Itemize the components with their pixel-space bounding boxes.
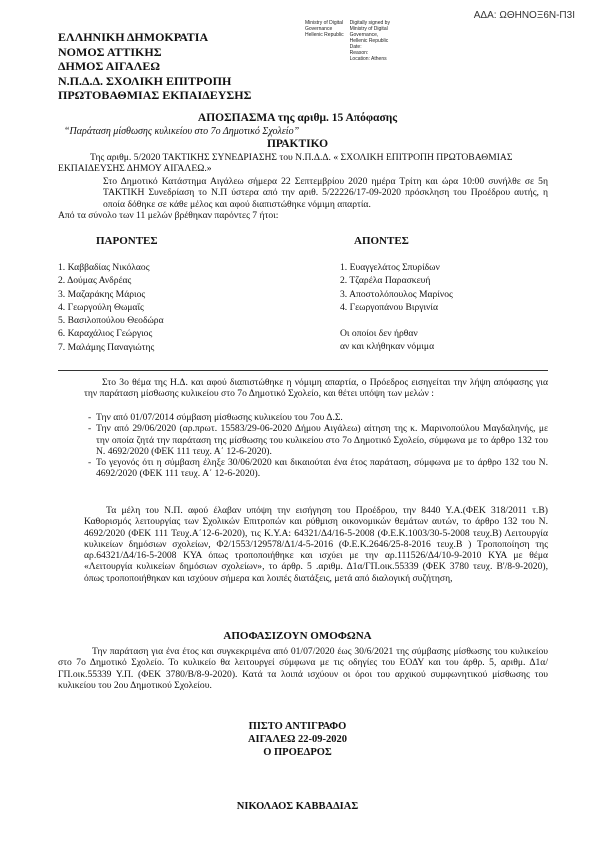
document-subtitle: “Παράταση μίσθωσης κυλικείου στο 7ο Δημοτικό Σχολείο” — [64, 126, 300, 137]
proposal-paragraph: Στο 3ο θέμα της Η.Δ. και αφού διαπιστώθηκε η νόμιμη απαρτία, ο Πρόεδρος εισηγείται την λήψη απόφασης για την παράταση μίσθωσης κυλικείου στο 7ο Δημοτικό Σχολείο, και θέτει υπόψη των μελών : — [84, 377, 548, 400]
session-intro: Της αριθμ. 5/2020 ΤΑΚΤΙΚΗΣ ΣΥΝΕΔΡΙΑΣΗΣ του Ν.Π.Δ.Δ. « ΣΧΟΛΙΚΗ ΕΠΙΤΡΟΠΗ ΠΡΩΤΟΒΑΘΜΙΑΣ ΕΚΠΑΙΔΕΥΣΗΣ ΔΗΜΟΥ ΑΙΓΑΛΕΩ.» — [58, 152, 513, 175]
list-item: 4. Γεωργοπάνου Βιργινία — [340, 301, 438, 313]
absent-heading: ΑΠΟΝΤΕΣ — [354, 235, 409, 247]
list-item: 1. Ευαγγελάτος Σπυρίδων — [340, 262, 440, 273]
meeting-details: Στο Δημοτικό Κατάστημα Αιγάλεω σήμερα 22 Σεπτεμβρίου 2020 ημέρα Τρίτη και ώρα 10:00 συνήλθε σε 5η ΤΑΚΤΙΚΗ Συνεδρίαση το Ν.Π ύστερα από την αριθ. 5/22226/17-09-2020 πρόσκληση του Προέδρου αυτής, η οποία δόθηκε σε κάθε μέλος και αφού διαπιστώθηκε νόμιμη απαρτία. — [103, 176, 548, 210]
authority-line: Ν.Π.Δ.Δ. ΣΧΟΛΙΚΗ ΕΠΙΤΡΟΠΗ — [58, 73, 232, 88]
authority-line: ΠΡΩΤΟΒΑΘΜΙΑΣ ΕΚΠΑΙΔΕΥΣΗΣ — [58, 88, 252, 102]
legal-basis-paragraph: Τα μέλη του Ν.Π. αφού έλαβαν υπόψη την εισήγηση του Προέδρου, την 8440 Υ.Α.(ΦΕΚ 318/2011 τ.Β) Καθορισμός λειτουργίας των Σχολικών Επιτροπών και ρύθμιση οικονομικών θεμάτων αυτών, το άρθρο 132 του Ν. 4692/2020 (ΦΕΚ 111 Τευχ.Α΄12-6-2020), τις Κ.Υ.Α: 64321/Δ4/16-5-2008 (Φ.Ε.Κ.1003/30-5-2008 τευχ.Β) Λειτουργία κυλικείων δημόσιων σχολείων, Φ2/1553/129578/Δ1/4-5-2016 (Φ.Ε.Κ.2646/25-8-2016 τευχ.Β ) Τροποποίηση της αρ.64321/Δ4/16-5-2008 ΚΥΑ όπως τροποποιήθηκε και ισχύει με την αρ.111526/Δ4/10-9-2010 ΚΥΑ με θέμα «Λειτουργία κυλικείων δημόσιων σχολείων», το άρθρ. 5 .αριθμ. Δ1α/ΓΠ.οικ.55339 (ΦΕΚ 3780 τευχ. Β'/8-9-2020), όπως τροποποιήθηκαν και ισχύουν σήμερα και λοιπές διατάξεις, μετά από διαλογική συζήτηση, — [84, 505, 548, 584]
signature-stamp-issuer: Ministry of Digital Governance Hellenic Republic — [305, 20, 344, 38]
list-item: 1. Καββαδίας Νικόλαος — [58, 262, 150, 273]
list-item: 6. Καραχάλιος Γεώργιος — [58, 328, 153, 340]
authority-line: ΔΗΜΟΣ ΑΙΓΑΛΕΩ — [58, 59, 160, 73]
authority-line: ΕΛΛΗΝΙΚΗ ΔΗΜΟΚΡΑΤΙΑ — [58, 30, 209, 44]
list-item: 3. Μαζαράκης Μάριος — [58, 288, 146, 300]
ada-number: ΑΔΑ: ΩΘΗΝΟΞ6Ν-Π3Ι — [473, 10, 575, 21]
list-item: 2. Τζαρέλα Παρασκευή — [340, 275, 431, 287]
signatory-name: ΝΙΚΟΛΑΟΣ ΚΑΒΒΑΔΙΑΣ — [236, 801, 359, 812]
list-item: 7. Μαλάμης Παναγιώτης — [58, 341, 155, 353]
meeting-paragraph — [58, 176, 548, 221]
document-title: ΑΠΟΣΠΑΣΜΑ της αριθμ. 15 Απόφασης — [197, 112, 398, 124]
digital-signature-stamp — [305, 20, 405, 62]
certified-copy-label: ΠΙΣΤΟ ΑΝΤΙΓΡΑΦΟ — [248, 721, 347, 732]
decision-paragraph: Την παράταση για ένα έτος και συγκεκριμένα από 01/07/2020 έως 30/6/2021 της σύμβασης μίσθωσης του κυλικείου στο 7ο Δημοτικό Σχολείο. Το κυλικείο θα λειτουργεί σύμφωνα με τις οδηγίες του ΕΟΔΥ και του άρθρ. 5, αριθμ. Δ1α/ΓΠ.οικ.55339 Υ.Π. (ΦΕΚ 3780/Β/8-9-2020). Κατά τα λοιπά ισχύουν οι όροι του αρχικού συμφωνητικού μίσθωσης του κυλικείου του 2ου Δημοτικού Σχολείου. — [58, 646, 548, 691]
present-members-list — [58, 261, 164, 354]
quorum-statement: Από τα σύνολο των 11 μελών βρέθηκαν παρόντες 7 ήτοι: — [58, 209, 279, 221]
list-item: 2. Δούμας Ανδρέας — [58, 275, 132, 287]
minutes-heading: ΠΡΑΚΤΙΚΟ — [266, 138, 329, 150]
signature-stamp-details: Digitally signed by Ministry of Digital Governance, Hellenic Republic Date: Reason: Location: Athens — [349, 20, 390, 62]
list-item: - Την από 29/06/2020 (αρ.πρωτ. 15583/29-06-2020 Δήμου Αιγάλεω) αίτηση της κ. Μαρινοπούλου Μαγδαληνής, με την οποία ζητά την παράταση της μίσθωσης του κυλικείου στο 7ο Δημοτικό Σχολείο, σύμφωνα με το άρθρο 132 του Ν. 4692/2020 (ΦΕΚ 111 τευχ. Α΄ 12-6-2020). — [88, 423, 548, 457]
list-item: - Την από 01/07/2014 σύμβαση μίσθωσης κυλικείου του 7ου Δ.Σ. — [88, 412, 343, 423]
present-heading: ΠΑΡΟΝΤΕΣ — [96, 235, 158, 247]
list-item: 4. Γεωργούλη Θωμαΐς — [58, 301, 144, 313]
place-date: ΑΙΓΑΛΕΩ 22-09-2020 — [247, 734, 348, 745]
list-item: 5. Βασιλοπούλου Θεοδώρα — [58, 315, 164, 327]
list-item: 3. Αποστολόπουλος Μαρίνος — [340, 288, 453, 300]
certification-block — [0, 720, 595, 759]
considerations-list — [88, 412, 548, 480]
decision-heading: ΑΠΟΦΑΣΙΖΟΥΝ ΟΜΟΦΩΝΑ — [223, 630, 372, 642]
absence-note: Οι οποίοι δεν ήρθαν αν και κλήθηκαν νόμιμα — [340, 328, 435, 353]
absent-members-list — [340, 261, 453, 354]
issuing-authority — [58, 30, 251, 103]
signatory-role: Ο ΠΡΟΕΔΡΟΣ — [263, 747, 332, 758]
authority-line: ΝΟΜΟΣ ΑΤΤΙΚΗΣ — [58, 44, 162, 59]
list-item: - Το γεγονός ότι η σύμβαση έληξε 30/06/2020 και δικαιούται ένα έτος παράταση, σύμφωνα με το άρθρο 132 του Ν. 4692/2020 (ΦΕΚ 111 τευχ. Α΄ 12-6-2020). — [88, 457, 548, 480]
section-divider — [58, 370, 548, 371]
